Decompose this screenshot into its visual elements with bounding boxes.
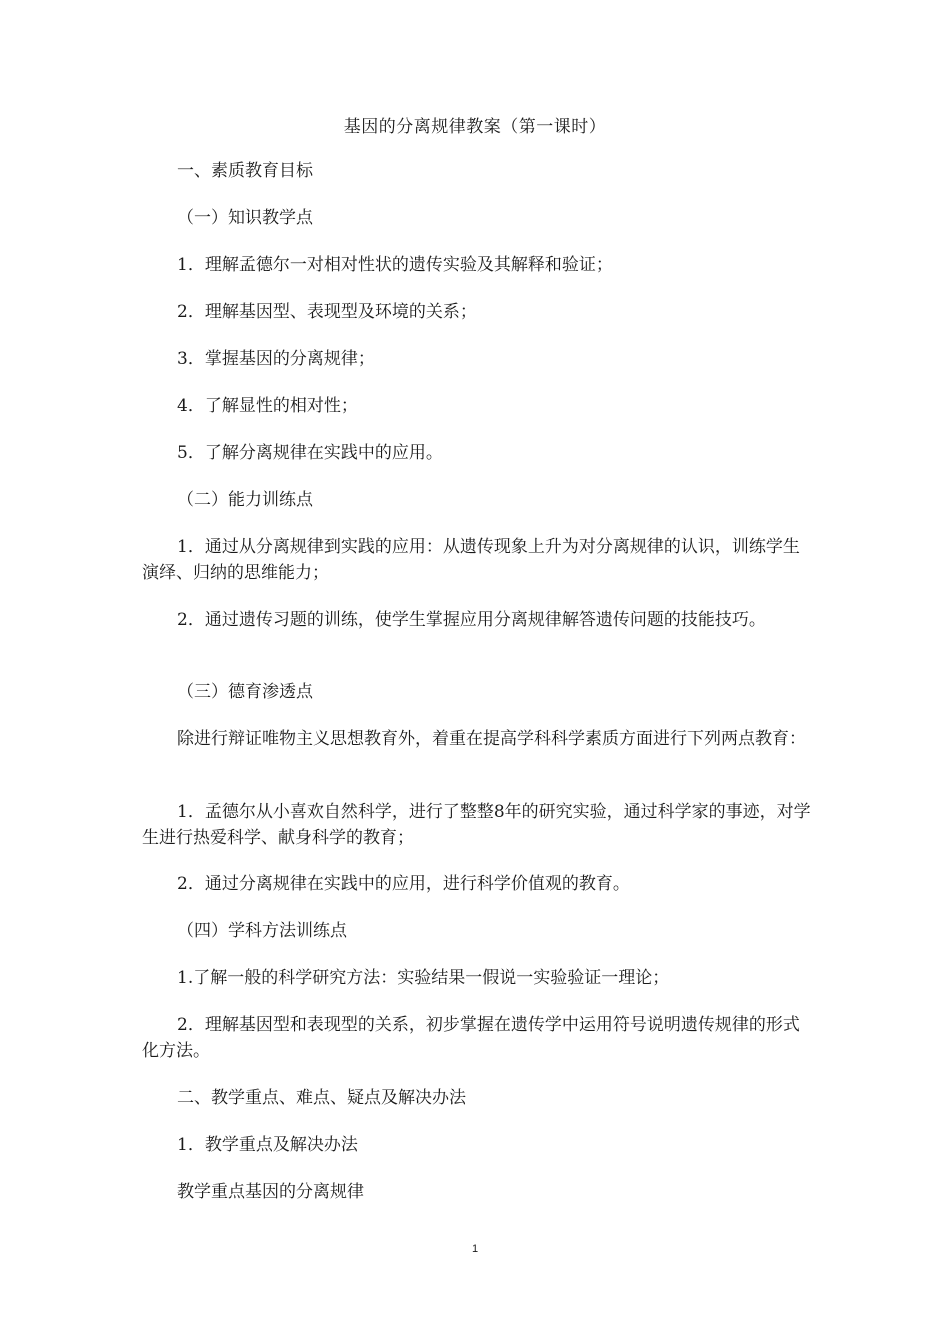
list-item: 1．教学重点及解决办法 [177,1135,358,1155]
list-item: 2．理解基因型和表现型的关系，初步掌握在遗传学中运用符号说明遗传规律的形式化方法。 [142,1015,800,1061]
subsection-heading-4: （四）学科方法训练点 [177,921,347,941]
subsection-heading-1: （一）知识教学点 [177,208,313,228]
list-item: 5．了解分离规律在实践中的应用。 [177,443,443,463]
section-heading-2: 二、教学重点、难点、疑点及解决办法 [177,1088,466,1108]
list-item: 2．理解基因型、表现型及环境的关系； [177,302,477,322]
document-title: 基因的分离规律教案（第一课时） [343,117,607,137]
body-paragraph: 教学重点基因的分离规律 [177,1182,364,1202]
list-item: 1．通过从分离规律到实践的应用：从遗传现象上升为对分离规律的认识，训练学生演绎、归纳的思维能力； [142,537,800,583]
list-item: 1．理解孟德尔一对相对性状的遗传实验及其解释和验证； [177,255,613,275]
list-item: 1.了解一般的科学研究方法：实验结果一假说一实验验证一理论； [177,968,670,988]
subsection-heading-3: （三）德育渗透点 [177,682,313,702]
body-paragraph: 除进行辩证唯物主义思想教育外，着重在提高学科科学素质方面进行下列两点教育： [177,729,806,749]
page-number: 1 [471,1243,479,1255]
list-item: 2．通过分离规律在实践中的应用，进行科学价值观的教育。 [177,874,630,894]
section-heading-1: 一、素质教育目标 [177,161,313,181]
subsection-heading-2: （二）能力训练点 [177,490,313,510]
list-item: 1．孟德尔从小喜欢自然科学，进行了整整8年的研究实验，通过科学家的事迹，对学生进行热爱科学、献身科学的教育； [142,802,811,848]
list-item: 4．了解显性的相对性； [177,396,358,416]
list-item: 2．通过遗传习题的训练，使学生掌握应用分离规律解答遗传问题的技能技巧。 [177,610,766,630]
list-item: 3．掌握基因的分离规律； [177,349,375,369]
